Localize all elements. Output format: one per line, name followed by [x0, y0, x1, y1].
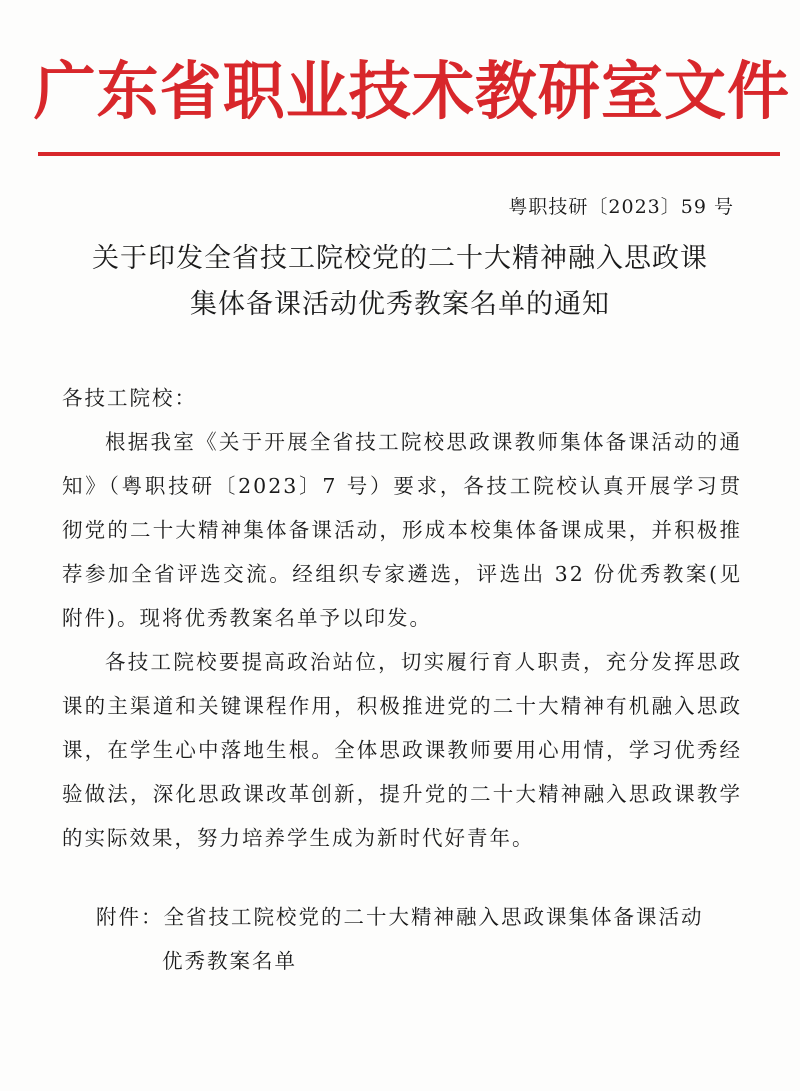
attachment-note: [96, 895, 756, 983]
masthead-title: 广东省职业技术教研室文件: [33, 55, 791, 128]
salutation: 各技工院校：: [62, 386, 197, 410]
document-title-line-2: 集体备课活动优秀教案名单的通知: [190, 289, 610, 320]
attachment-line-2: 优秀教案名单: [162, 949, 297, 973]
body-paragraph-2: 各技工院校要提高政治站位，切实履行育人职责，充分发挥思政课的主渠道和关键课程作用，积极推进党的二十大精神有机融入思政课，在学生心中落地生根。全体思政课教师要用心用情，学习优秀经验做法，深化思政课改革创新，提升党的二十大精神融入思政课教学的实际效果，努力培养学生成为新时代好青年。: [62, 650, 742, 850]
body-paragraph-1: 根据我室《关于开展全省技工院校思政课教师集体备课活动的通知》（粤职技研〔2023〕7 号）要求，各技工院校认真开展学习贯彻党的二十大精神集体备课活动，形成本校集体备课成果，并积极推荐参加全省评选交流。经组织专家遴选，评选出 32 份优秀教案(见附件)。现将优秀教案名单予以印发。: [62, 430, 742, 630]
attachment-line-1: 附件：全省技工院校党的二十大精神融入思政课集体备课活动: [96, 905, 704, 929]
masthead-red-rule: [38, 152, 780, 156]
document-number: 粤职技研〔2023〕59 号: [508, 196, 734, 218]
document-title-line-1: 关于印发全省技工院校党的二十大精神融入思政课: [92, 243, 708, 274]
